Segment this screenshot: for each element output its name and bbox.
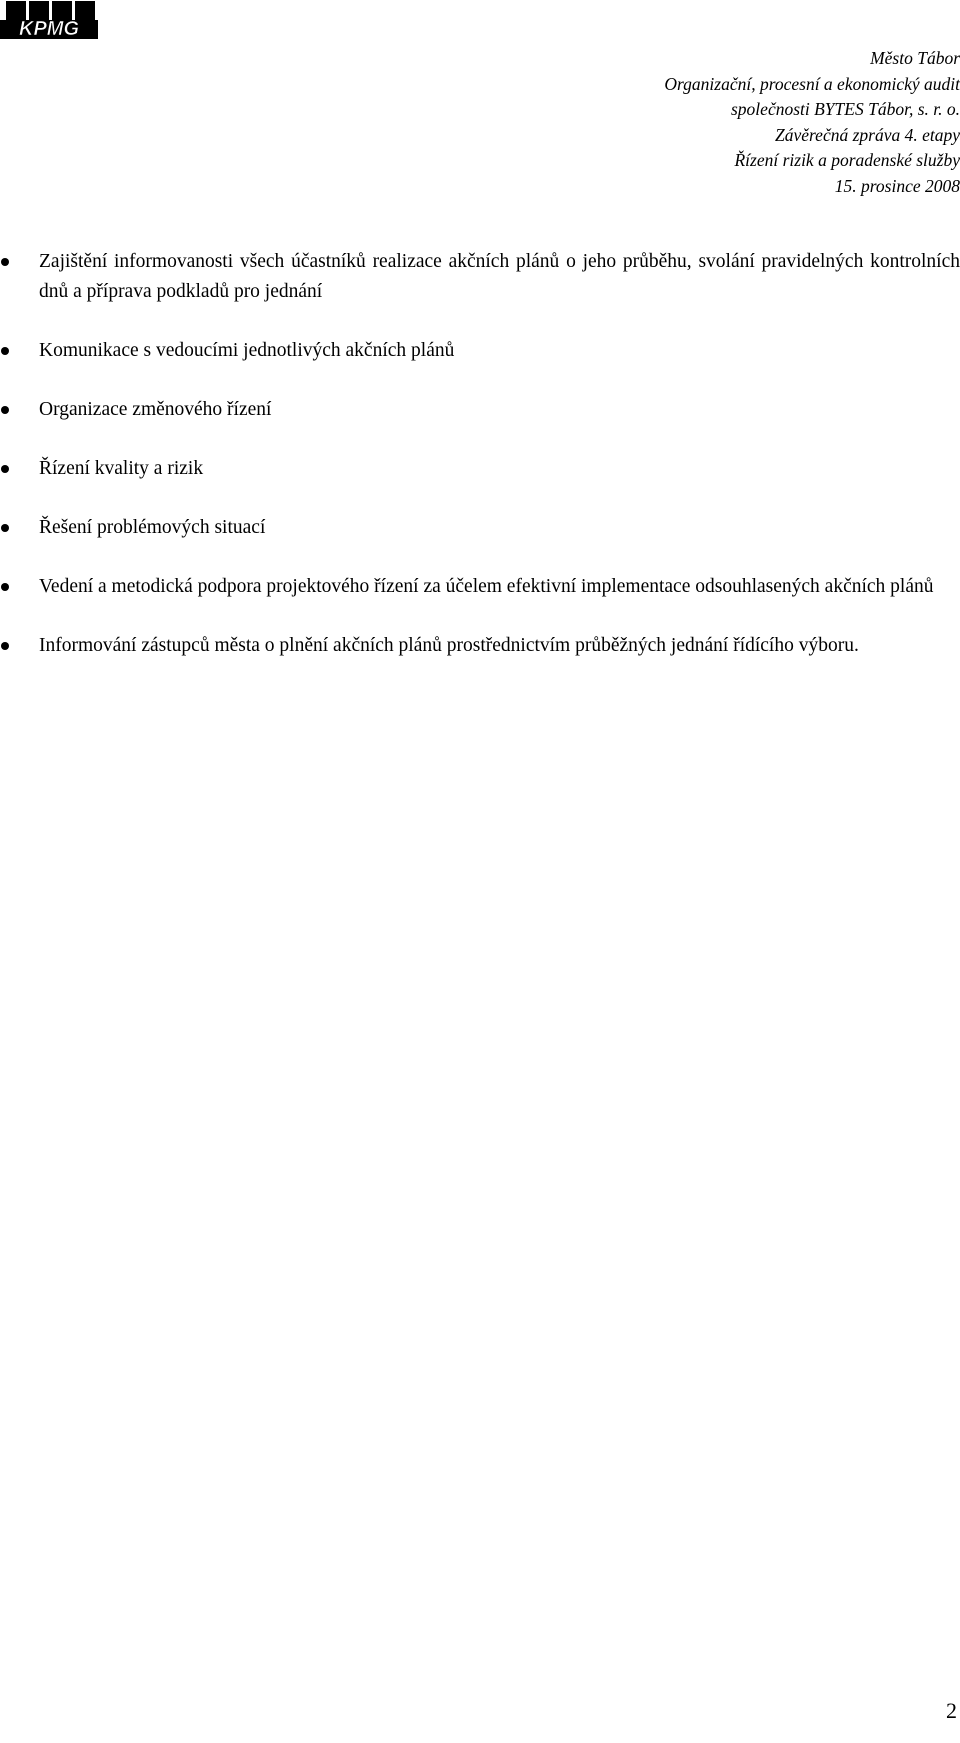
list-item — [0, 454, 960, 484]
page-number: 2 — [946, 1698, 957, 1723]
list-item — [0, 631, 960, 661]
header-line-section: Řízení rizik a poradenské služby — [734, 150, 960, 170]
list-item-text: Informování zástupců města o plnění akčních plánů prostřednictvím průběžných jednání řídícího výboru. — [39, 635, 859, 656]
header-line-date: 15. prosince 2008 — [834, 175, 960, 196]
list-item — [0, 572, 960, 602]
list-item — [0, 513, 960, 543]
header-line-city: Město Tábor — [870, 48, 960, 68]
document-header — [360, 46, 960, 199]
kpmg-logo-graphic — [0, 0, 98, 41]
bullet-icon — [1, 524, 9, 532]
bullet-icon — [1, 583, 9, 591]
list-item — [0, 336, 960, 366]
list-item — [0, 395, 960, 425]
list-item — [0, 247, 960, 307]
list-item-text: Organizace změnového řízení — [39, 399, 272, 420]
bullet-list — [0, 247, 960, 690]
list-item-text: Komunikace s vedoucími jednotlivých akčních plánů — [39, 340, 455, 361]
header-line-audit: Organizační, procesní a ekonomický audit — [664, 73, 960, 94]
header-line-company: společnosti BYTES Tábor, s. r. o. — [731, 99, 960, 119]
bullet-icon — [1, 258, 9, 266]
bullet-icon — [1, 642, 9, 650]
header-line-report: Závěrečná zpráva 4. etapy — [775, 124, 960, 145]
bullet-icon — [1, 465, 9, 473]
list-item-text: Zajištění informovanosti všech účastníků realizace akčních plánů o jeho průběhu, svolání pravidelných kontrolních dnů a příprava podkladů pro jednání — [39, 251, 960, 302]
list-item-text: Řízení kvality a rizik — [39, 458, 204, 479]
list-item-text: Řešení problémových situací — [39, 517, 266, 538]
list-item-text: Vedení a metodická podpora projektového řízení za účelem efektivní implementace odsouhlasených akčních plánů — [39, 576, 934, 597]
kpmg-logo — [0, 0, 98, 41]
kpmg-logo-text: KPMG — [19, 18, 79, 40]
bullet-icon — [1, 347, 9, 355]
bullet-icon — [1, 406, 9, 414]
